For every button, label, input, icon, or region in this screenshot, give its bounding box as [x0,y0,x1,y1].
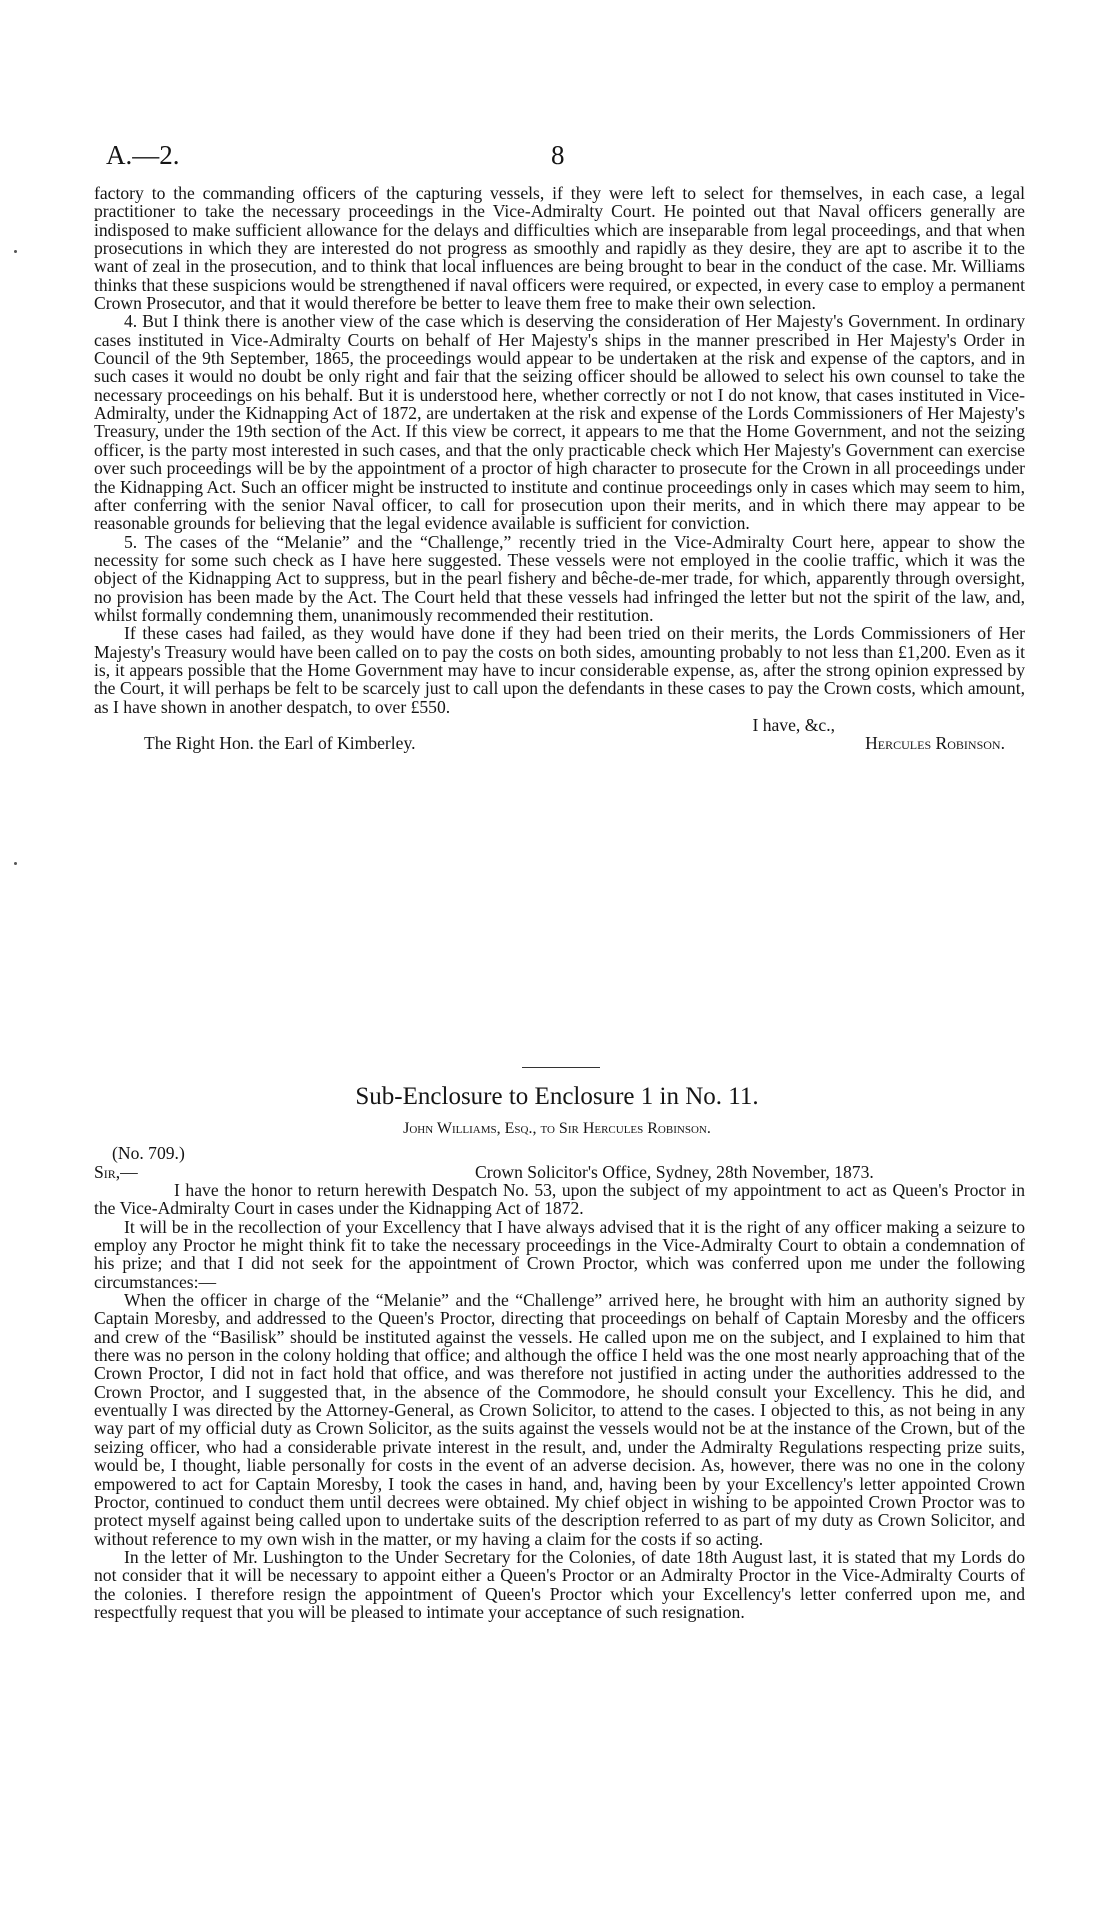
paragraph-5: 5. The cases of the “Melanie” and the “Challenge,” recently tried in the Vice-Admiralty Court here, appear to show the necessity for some such check as I have here suggested. These vessels were not employed in the coolie traffic, which it was the object of the Kidnapping Act to suppress, but in the pearl fishery and bêche-de-mer trade, for which, apparently through oversight, no provision has been made by the Act. The Court held that these vessels had infringed the letter but not the spirit of the law, and, whilst formally condemning them, unanimously recommended their restitution. [94,531,1025,625]
document-reference: A.—2. [106,140,180,170]
letter-paragraph: It will be in the recollection of your Excellency that I have always advised that it is the right of any officer making a seizure to employ any Proctor he might think fit to take the necessary proceedings in the Vice-Admiralty Court to obtain a condemnation of his prize; and that I did not seek for the appointment of Crown Proctor, which was conferred upon me under the following circumstances:— [94,1216,1025,1292]
letter-paragraph: In the letter of Mr. Lushington to the Under Secretary for the Colonies, of date 18th August last, it is stated that my Lords do not consider that it will be necessary to appoint either a Queen's Proctor or an Admiralty Proctor in the Vice-Admiralty Courts of the colonies. I therefore resign the appointment of Queen's Proctor which your Excellency's letter conferred upon me, and respectfully request that you will be pleased to intimate your acceptance of such resignation. [94,1546,1025,1622]
despatch-body [94,184,1025,753]
letter-body [94,1181,1025,1621]
paragraph-continued: factory to the commanding officers of the capturing vessels, if they were left to select for themselves, in each case, a legal practitioner to take the necessary proceedings in the Vice-Admiralty Court. He pointed out that Naval officers generally are indisposed to make sufficient allowance for the delays and difficulties which are inseparable from legal proceedings, and that when prosecutions in which they are interested do not progress as smoothly and rapidly as they desire, they are apt to ascribe it to the want of zeal in the prosecution, and to think that local influences are being brought to bear in the conduct of the case. Mr. Williams thinks that these suspicions would be strengthened if naval officers were required, or expected, in every case to employ a permanent Crown Prosecutor, and that it would therefore be better to leave them free to make their own selection. [94,183,1025,314]
salutation: Sir,— [94,1162,138,1182]
subenclosure-heading: Sub-Enclosure to Enclosure 1 in No. 11. [355,1083,759,1110]
signature-row [94,734,1025,753]
letter-number: (No. 709.) [112,1143,185,1163]
addressee: The Right Hon. the Earl of Kimberley. [144,733,416,754]
page-number: 8 [551,140,565,170]
letter-paragraph: When the officer in charge of the “Melanie” and the “Challenge” arrived here, he brought with him an authority signed by Captain Moresby, and addressed to the Queen's Proctor, directing that proceedings on behalf of Captain Moresby and the officers and crew of the “Basilisk” should be instituted against the vessels. He called upon me on the subject, and I explained to him that there was no person in the colony holding that office; and although the office I held was the one most nearly approaching that of the Crown Proctor, I did not in fact hold that office, and was therefore not justified in acting under the authorities addressed to the Crown Proctor, and I suggested that, in the absence of the Commodore, he should consult your Excellency. This he did, and eventually I was directed by the Attorney-General, as Crown Solicitor, to attend to the cases. I objected to this, as not being in any way part of my official duty as Crown Solicitor, as the suits against the vessels would not be at the instance of the Crown, but of the seizing officer, who had a considerable private interest in the result, and, under the Admiralty Regulations respecting prize suits, would be, I thought, liable personally for costs in the event of an adverse decision. As, however, there was no one in the colony empowered to act for Captain Moresby, I took the cases in hand, and, having been by your Excellency's letter appointed Crown Proctor, continued to conduct them until decrees were obtained. My chief object in wishing to be appointed Crown Proctor was to protect myself against being called upon to undertake suits of the description referred to as part of my duty as Crown Solicitor, and without reference to my own wish in the matter, or my having a claim for the costs if so acting. [94,1290,1025,1549]
paragraph-4: 4. But I think there is another view of the case which is deserving the consideration of Her Majesty's Government. In ordinary cases instituted in Vice-Admiralty Courts on behalf of Her Majesty's ships in the manner prescribed in Her Majesty's Order in Council of the 9th September, 1865, the proceedings would appear to be undertaken at the risk and expense of the captors, and in such cases it would no doubt be only right and fair that the seizing officer should be allowed to select his own counsel to take the necessary proceedings on his behalf. But it is understood here, whether correctly or not I do not know, that cases instituted in Vice-Admiralty, under the Kidnapping Act of 1872, are undertaken at the risk and expense of the Lords Commissioners of Her Majesty's Treasury, under the 19th section of the Act. If this view be correct, it appears to me that the Home Government, and not the seizing officer, is the party most interested in such cases, and that the only practicable check which Her Majesty's Government can exercise over such proceedings will be by the appointment of a proctor of high character to prosecute for the Crown in all proceedings under the Kidnapping Act. Such an officer might be instructed to institute and continue proceedings only in cases which may seem to him, after conferring with the senior Naval officer, to call for prosecution upon their merits, and in which there may appear to be reasonable grounds for believing that the legal evidence available is sufficient for conviction. [94,311,1025,534]
margin-mark [14,862,17,865]
paragraph-6: If these cases had failed, as they would have done if they had been tried on their merits, the Lords Commissioners of Her Majesty's Treasury would have been called on to pay the costs on both sides, amounting probably to not less than £1,200. Even as it is, it appears possible that the Home Government may have to incur considerable expense, as, after the strong opinion expressed by the Court, it will perhaps be felt to be scarcely just to call upon the defendants in these cases to pay the Crown costs, which amount, as I have shown in another despatch, to over £550. [94,623,1025,717]
signature: Hercules Robinson. [865,733,1005,754]
subenclosure-from: John Williams, Esq., to Sir Hercules Robinson. [403,1120,711,1137]
margin-mark [14,250,17,253]
dateline: Crown Solicitor's Office, Sydney, 28th November, 1873. [475,1162,874,1182]
section-divider [522,1067,600,1068]
closing-formula: I have, &c., [752,714,835,735]
letter-paragraph: I have the honor to return herewith Despatch No. 53, upon the subject of my appointment to act as Queen's Proctor in the Vice-Admiralty Court in cases under the Kidnapping Act of 1872. [94,1180,1025,1219]
